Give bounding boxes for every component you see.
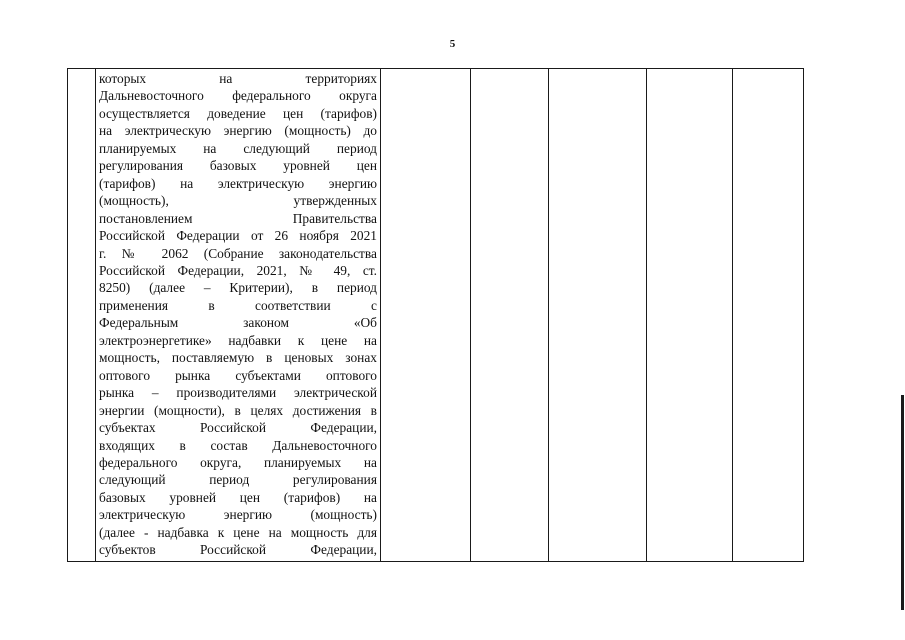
description-line: которых на территориях xyxy=(99,71,377,86)
description-line: федерального округа, планируемых на xyxy=(99,454,377,470)
description-line: осуществляется доведение цен (тарифов) xyxy=(99,105,377,121)
description-line: субъектах Российской Федерации, xyxy=(99,420,377,436)
table-cell-4 xyxy=(471,69,549,562)
table-cell-3 xyxy=(381,69,471,562)
description-line: рынка – производителями электрической xyxy=(99,385,377,401)
description-line: регулирования базовых уровней цен xyxy=(99,158,377,174)
description-line: г. № 2062 (Собрание законодательства xyxy=(99,245,377,261)
description-line: Дальневосточного федерального округа xyxy=(99,88,377,104)
description-line: следующий период регулирования xyxy=(99,472,377,488)
table-cell-number xyxy=(68,69,96,562)
document-table xyxy=(67,68,804,562)
description-line: электрическую энергию (мощность) xyxy=(99,507,377,523)
description-line: Федеральным законом «Об xyxy=(99,315,377,331)
description-line: Российской Федерации, 2021, № 49, ст. xyxy=(99,262,377,278)
table-cell-5 xyxy=(549,69,647,562)
description-line: на электрическую энергию (мощность) до xyxy=(99,123,377,139)
description-line: (мощность), утвержденных xyxy=(99,193,377,209)
description-line: постановлением Правительства xyxy=(99,210,377,226)
table-cell-6 xyxy=(647,69,733,562)
page-number: 5 xyxy=(449,38,456,50)
description-line: применения в соответствии с xyxy=(99,297,377,313)
description-line: энергии (мощности), в целях достижения в xyxy=(99,402,377,418)
table-cell-7 xyxy=(733,69,804,562)
description-line: 8250) (далее – Критерии), в период xyxy=(99,280,377,296)
description-line: (далее - надбавка к цене на мощность для xyxy=(99,524,377,540)
description-line: Российской Федерации от 26 ноября 2021 xyxy=(99,228,377,244)
description-line: субъектов Российской Федерации, xyxy=(99,542,377,558)
description-line: оптового рынка субъектами оптового xyxy=(99,367,377,383)
description-line: входящих в состав Дальневосточного xyxy=(99,437,377,453)
table-row xyxy=(68,69,804,562)
description-line: электроэнергетике» надбавки к цене на xyxy=(99,332,377,348)
table-cell-description xyxy=(96,69,381,562)
description-line: планируемых на следующий период xyxy=(99,140,377,156)
description-line: (тарифов) на электрическую энергию xyxy=(99,175,377,191)
description-text xyxy=(99,70,377,559)
scan-edge-mark xyxy=(901,395,904,610)
description-line: мощность, поставляемую в ценовых зонах xyxy=(99,350,377,366)
description-line: базовых уровней цен (тарифов) на xyxy=(99,489,377,505)
